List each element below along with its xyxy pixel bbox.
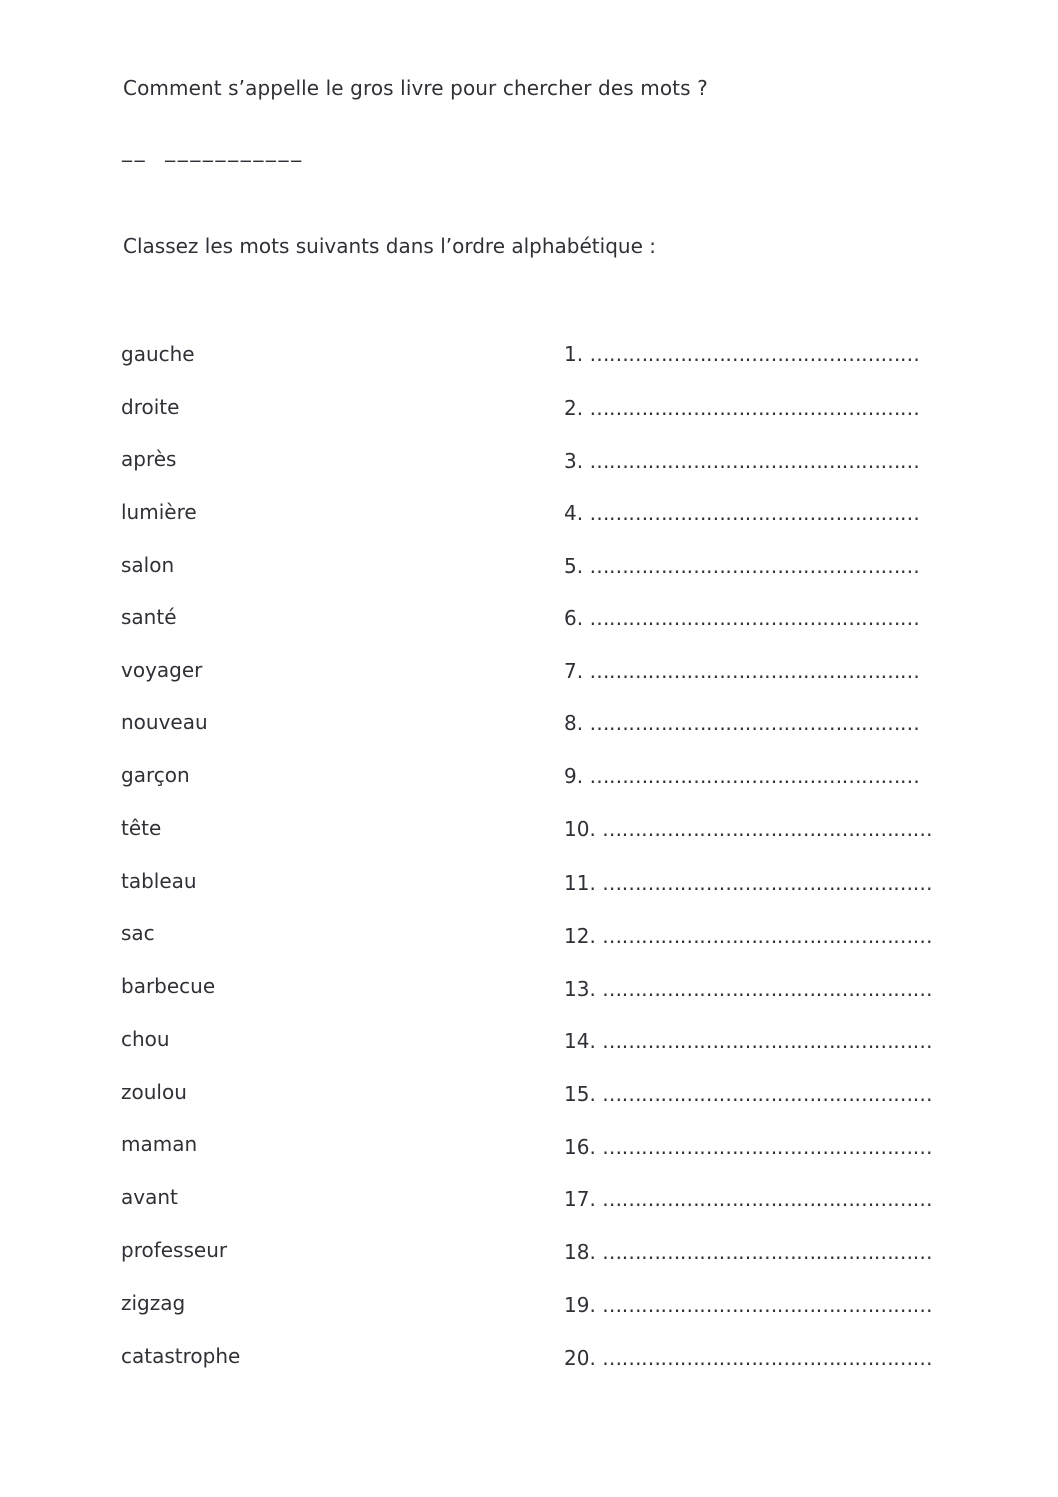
fill-line: ……………………………………………: [602, 817, 932, 841]
word-item: santé: [121, 605, 177, 629]
answer-slot[interactable]: [564, 1029, 932, 1053]
fill-line: ……………………………………………: [602, 1240, 932, 1264]
answer-slot[interactable]: [564, 711, 919, 735]
answer-slot[interactable]: [564, 342, 919, 366]
fill-line: ……………………………………………: [602, 871, 932, 895]
slot-number: 3.: [564, 449, 584, 473]
slot-number: 20.: [564, 1346, 596, 1370]
answer-slot[interactable]: [564, 606, 919, 630]
word-item: professeur: [121, 1238, 228, 1262]
slot-number: 6.: [564, 606, 584, 630]
word-item: chou: [121, 1027, 170, 1051]
word-item: avant: [121, 1185, 178, 1209]
slot-number: 8.: [564, 711, 584, 735]
fill-line: ……………………………………………: [602, 1082, 932, 1106]
fill-line: ……………………………………………: [589, 501, 920, 525]
slot-number: 2.: [564, 396, 584, 420]
word-item: barbecue: [121, 974, 216, 998]
fill-line: ……………………………………………: [589, 711, 920, 735]
fill-line: ……………………………………………: [602, 1293, 932, 1317]
slot-number: 5.: [564, 554, 584, 578]
word-item: catastrophe: [121, 1344, 241, 1368]
slot-number: 17.: [564, 1187, 596, 1211]
slot-number: 1.: [564, 342, 584, 366]
slot-number: 9.: [564, 764, 584, 788]
word-item: droite: [121, 395, 180, 419]
fill-line: ……………………………………………: [602, 977, 932, 1001]
fill-line: ……………………………………………: [602, 924, 932, 948]
slot-number: 7.: [564, 659, 584, 683]
slot-number: 15.: [564, 1082, 596, 1106]
fill-line: ……………………………………………: [602, 1135, 932, 1159]
word-item: voyager: [121, 658, 203, 682]
fill-line: ……………………………………………: [589, 396, 920, 420]
slot-number: 19.: [564, 1293, 596, 1317]
word-item: maman: [121, 1132, 198, 1156]
slot-number: 13.: [564, 977, 596, 1001]
word-item: tableau: [121, 869, 197, 893]
slot-number: 10.: [564, 817, 596, 841]
answer-slot[interactable]: [564, 977, 932, 1001]
answer-slot[interactable]: [564, 1082, 932, 1106]
answer-slot[interactable]: [564, 554, 919, 578]
answer-slot[interactable]: [564, 1346, 932, 1370]
answer-slot[interactable]: [564, 501, 919, 525]
slot-number: 11.: [564, 871, 596, 895]
fill-line: ……………………………………………: [602, 1029, 932, 1053]
sorting-instruction: Classez les mots suivants dans l’ordre alphabétique :: [123, 234, 656, 258]
answer-slot[interactable]: [564, 1187, 932, 1211]
slot-number: 12.: [564, 924, 596, 948]
word-item: salon: [121, 553, 175, 577]
fill-line: ……………………………………………: [589, 764, 920, 788]
answer-slot[interactable]: [564, 396, 919, 420]
word-item: zigzag: [121, 1291, 186, 1315]
word-item: garçon: [121, 763, 190, 787]
slot-number: 18.: [564, 1240, 596, 1264]
answer-slot[interactable]: [564, 871, 932, 895]
word-item: après: [121, 447, 177, 471]
answer-slot[interactable]: [564, 1135, 932, 1159]
word-item: sac: [121, 921, 155, 945]
answer-slot[interactable]: [564, 1293, 932, 1317]
answer-blanks: __ ___________: [122, 138, 304, 162]
fill-line: ……………………………………………: [589, 606, 920, 630]
word-item: zoulou: [121, 1080, 187, 1104]
fill-line: ……………………………………………: [589, 342, 920, 366]
slot-number: 16.: [564, 1135, 596, 1159]
answer-slot[interactable]: [564, 817, 932, 841]
answer-slot[interactable]: [564, 1240, 932, 1264]
word-item: tête: [121, 816, 162, 840]
answer-slot[interactable]: [564, 449, 919, 473]
fill-line: ……………………………………………: [602, 1187, 932, 1211]
fill-line: ……………………………………………: [589, 554, 920, 578]
answer-slot[interactable]: [564, 764, 919, 788]
fill-line: ……………………………………………: [589, 659, 920, 683]
word-item: nouveau: [121, 710, 208, 734]
fill-line: ……………………………………………: [589, 449, 920, 473]
word-item: gauche: [121, 342, 195, 366]
fill-line: ……………………………………………: [602, 1346, 932, 1370]
answer-slot[interactable]: [564, 659, 919, 683]
slot-number: 4.: [564, 501, 584, 525]
word-item: lumière: [121, 500, 197, 524]
slot-number: 14.: [564, 1029, 596, 1053]
dictionary-question: Comment s’appelle le gros livre pour chercher des mots ?: [123, 76, 708, 100]
answer-slot[interactable]: [564, 924, 932, 948]
